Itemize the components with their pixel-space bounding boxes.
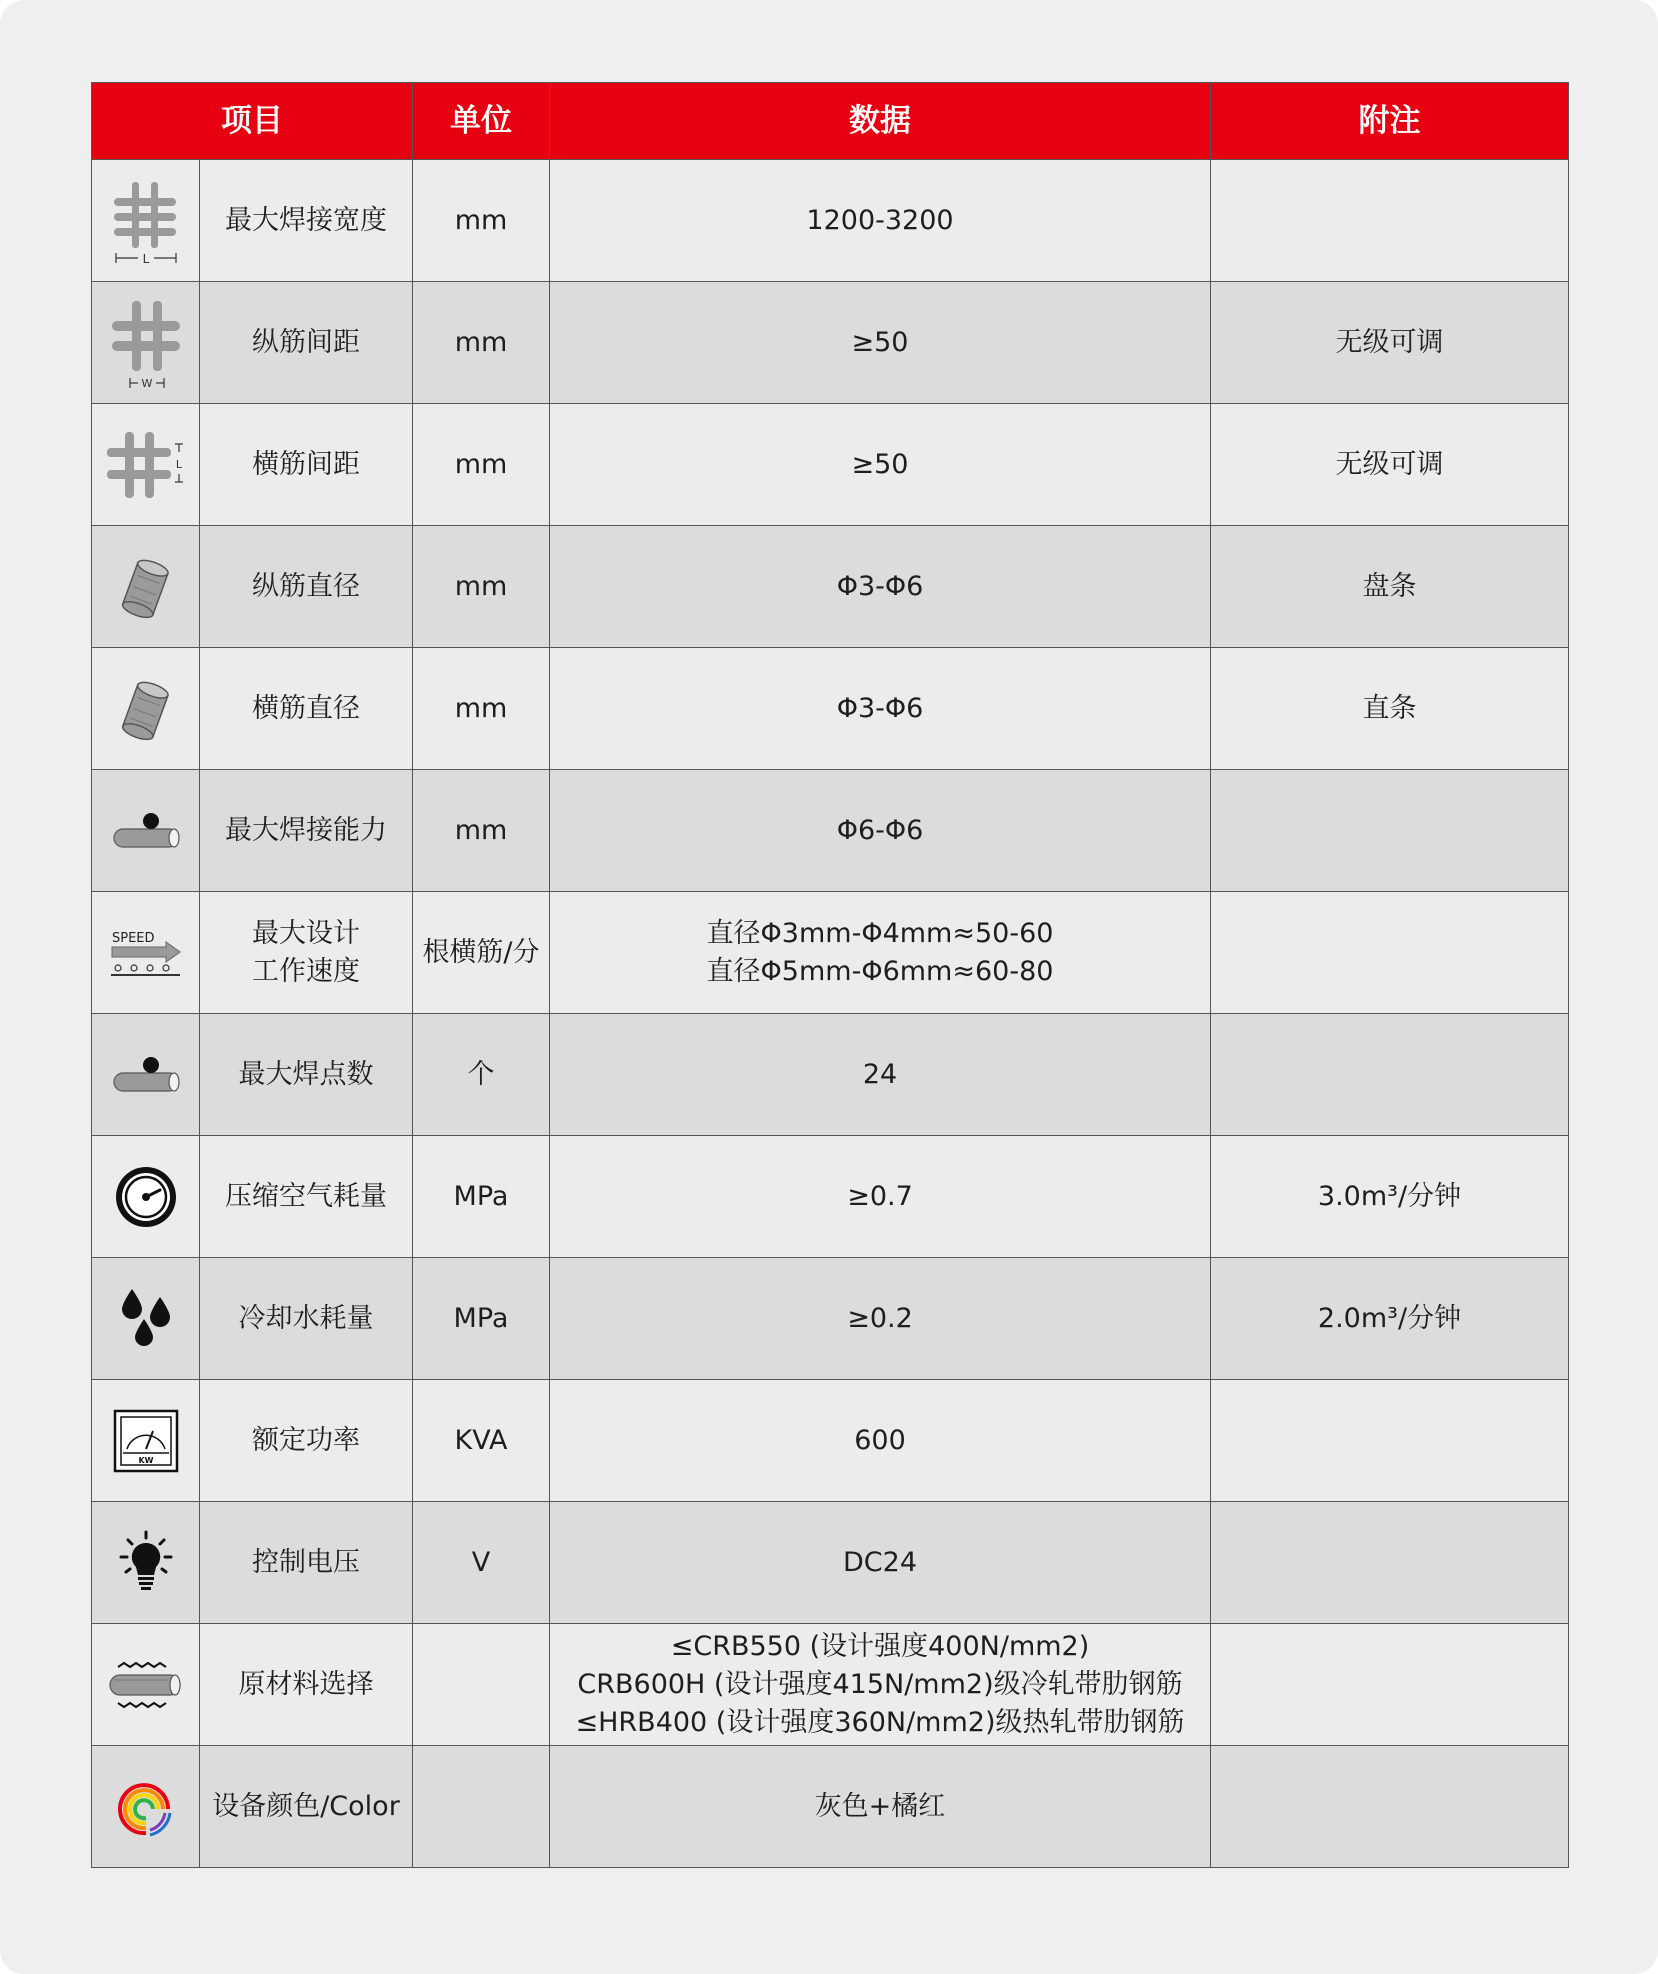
row-unit: mm — [413, 648, 550, 770]
row-unit: mm — [413, 282, 550, 404]
mesh-width-icon — [108, 176, 184, 266]
row-item: 冷却水耗量 — [200, 1258, 413, 1380]
table-row — [92, 1014, 1569, 1136]
row-icon-cell — [92, 1624, 200, 1746]
table-row — [92, 892, 1569, 1014]
row-data-line: ≤HRB400 (设计强度360N/mm2)级热轧带肋钢筋 — [575, 1706, 1185, 1738]
row-data: 灰色+橘红 — [550, 1746, 1211, 1868]
light-bulb-icon — [118, 1530, 174, 1596]
table-row — [92, 160, 1569, 282]
row-data: 600 — [550, 1380, 1211, 1502]
row-unit: 个 — [413, 1014, 550, 1136]
row-item: 设备颜色/Color — [200, 1746, 413, 1868]
row-item: 控制电压 — [200, 1502, 413, 1624]
row-icon-cell — [92, 526, 200, 648]
mesh-spacing-icon — [108, 297, 184, 389]
row-note: 直条 — [1211, 648, 1569, 770]
row-data-line: 直径Φ3mm-Φ4mm≈50-60 — [706, 917, 1054, 949]
row-unit: mm — [413, 770, 550, 892]
row-unit — [413, 1624, 550, 1746]
row-item: 纵筋直径 — [200, 526, 413, 648]
row-icon-cell — [92, 648, 200, 770]
row-unit: V — [413, 1502, 550, 1624]
table-row — [92, 282, 1569, 404]
row-note — [1211, 1624, 1569, 1746]
row-data — [550, 1624, 1211, 1746]
row-icon-cell — [92, 282, 200, 404]
table-row — [92, 526, 1569, 648]
row-item: 最大焊接宽度 — [200, 160, 413, 282]
speed-icon — [110, 928, 182, 978]
row-data-line: ≤CRB550 (设计强度400N/mm2) — [670, 1630, 1090, 1662]
mesh-cross-spacing-icon-label: L — [175, 457, 182, 471]
row-item: 横筋间距 — [200, 404, 413, 526]
row-icon-cell — [92, 1746, 200, 1868]
table-row — [92, 1380, 1569, 1502]
row-note — [1211, 1502, 1569, 1624]
rainbow-icon — [116, 1775, 176, 1839]
row-data: Φ3-Φ6 — [550, 648, 1211, 770]
row-data-line: 直径Φ5mm-Φ6mm≈60-80 — [706, 955, 1054, 987]
row-item — [200, 892, 413, 1014]
row-icon-cell — [92, 1502, 200, 1624]
header-data: 数据 — [550, 83, 1211, 160]
table-row — [92, 1258, 1569, 1380]
row-data: Φ3-Φ6 — [550, 526, 1211, 648]
mesh-width-icon-label: L — [142, 251, 149, 266]
row-data: ≥50 — [550, 282, 1211, 404]
row-item: 压缩空气耗量 — [200, 1136, 413, 1258]
header-unit: 单位 — [413, 83, 550, 160]
pressure-gauge-icon — [113, 1164, 179, 1230]
row-item: 最大焊点数 — [200, 1014, 413, 1136]
spec-table — [91, 82, 1569, 1868]
water-drops-icon — [120, 1287, 172, 1351]
row-unit: KVA — [413, 1380, 550, 1502]
table-row — [92, 1746, 1569, 1868]
row-data: 1200-3200 — [550, 160, 1211, 282]
power-meter-icon-label: KW — [137, 1455, 154, 1465]
row-icon-cell — [92, 770, 200, 892]
row-note — [1211, 160, 1569, 282]
row-note — [1211, 1014, 1569, 1136]
row-note — [1211, 1380, 1569, 1502]
row-item: 纵筋间距 — [200, 282, 413, 404]
row-item: 原材料选择 — [200, 1624, 413, 1746]
row-note: 3.0m³/分钟 — [1211, 1136, 1569, 1258]
row-icon-cell — [92, 1380, 200, 1502]
row-item: 横筋直径 — [200, 648, 413, 770]
header-note: 附注 — [1211, 83, 1569, 160]
row-note — [1211, 770, 1569, 892]
row-unit: 根横筋/分 — [413, 892, 550, 1014]
row-note — [1211, 1746, 1569, 1868]
row-unit: mm — [413, 160, 550, 282]
mesh-spacing-icon-label: W — [141, 376, 152, 389]
row-data: 24 — [550, 1014, 1211, 1136]
header-item: 项目 — [92, 83, 413, 160]
table-row — [92, 770, 1569, 892]
row-note — [1211, 892, 1569, 1014]
row-data-line: CRB600H (设计强度415N/mm2)级冷轧带肋钢筋 — [577, 1668, 1183, 1700]
row-item-line: 工作速度 — [252, 955, 360, 987]
row-note: 2.0m³/分钟 — [1211, 1258, 1569, 1380]
power-meter-icon — [113, 1409, 179, 1473]
table-row — [92, 1624, 1569, 1746]
row-note: 无级可调 — [1211, 282, 1569, 404]
row-data: Φ6-Φ6 — [550, 770, 1211, 892]
table-row — [92, 648, 1569, 770]
row-icon-cell — [92, 160, 200, 282]
mesh-cross-spacing-icon — [105, 430, 187, 500]
rod-icon — [116, 677, 176, 741]
row-icon-cell — [92, 1136, 200, 1258]
row-icon-cell — [92, 1258, 200, 1380]
row-item-line: 最大设计 — [252, 917, 360, 949]
row-data: ≥50 — [550, 404, 1211, 526]
row-data: ≥0.2 — [550, 1258, 1211, 1380]
row-data: DC24 — [550, 1502, 1211, 1624]
speed-icon-label: SPEED — [111, 930, 155, 946]
row-unit: mm — [413, 404, 550, 526]
weld-point-icon — [110, 1053, 182, 1097]
row-data — [550, 892, 1211, 1014]
row-unit: mm — [413, 526, 550, 648]
row-unit: MPa — [413, 1258, 550, 1380]
raw-material-icon — [108, 1661, 184, 1709]
weld-point-icon — [110, 809, 182, 853]
table-row — [92, 404, 1569, 526]
row-icon-cell — [92, 1014, 200, 1136]
coil-icon — [116, 555, 176, 619]
table-row — [92, 1136, 1569, 1258]
row-unit: MPa — [413, 1136, 550, 1258]
row-data: ≥0.7 — [550, 1136, 1211, 1258]
row-icon-cell — [92, 404, 200, 526]
table-row — [92, 1502, 1569, 1624]
row-icon-cell — [92, 892, 200, 1014]
row-unit — [413, 1746, 550, 1868]
row-item: 最大焊接能力 — [200, 770, 413, 892]
row-note: 无级可调 — [1211, 404, 1569, 526]
row-item: 额定功率 — [200, 1380, 413, 1502]
header-row — [92, 83, 1569, 160]
row-note: 盘条 — [1211, 526, 1569, 648]
